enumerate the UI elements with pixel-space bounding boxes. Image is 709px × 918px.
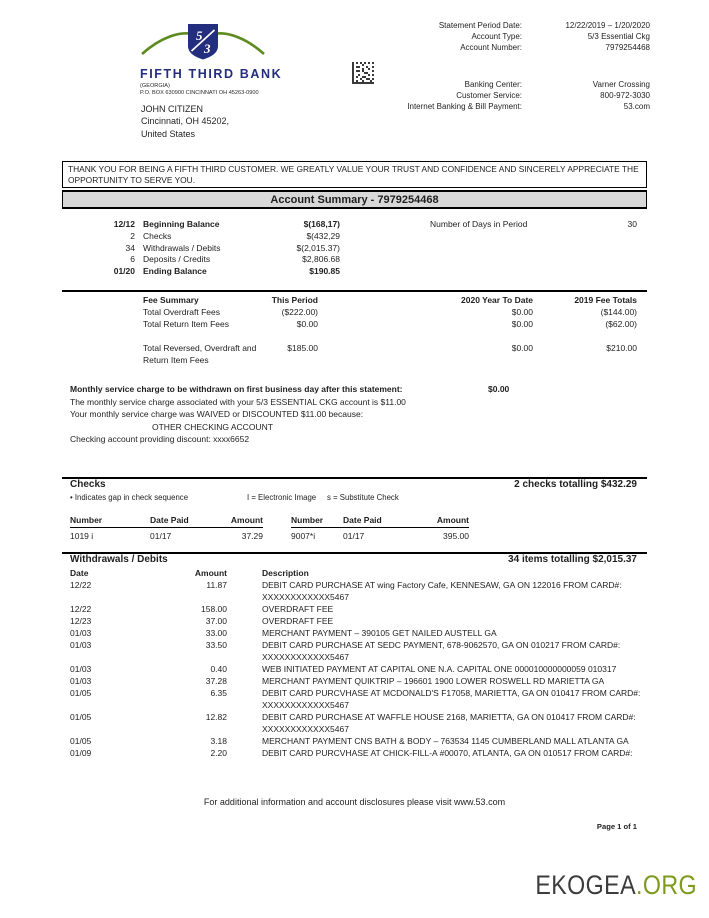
fee-ytd: $0.00 [511,307,533,317]
summary-value: $(432,29 [306,230,340,241]
fee-header-ytd: 2020 Year To Date [461,295,533,305]
withdrawals-header-description: Description [262,568,309,578]
withdrawal-amount: 3.18 [210,736,227,746]
fee-ytd: $0.00 [511,343,533,353]
summary-label: Ending Balance [143,266,207,277]
summary-row-withdrawals [62,243,647,255]
checks-title: Checks [70,479,106,490]
fee-header-period: This Period [271,295,318,305]
fee-prev: $210.00 [606,343,637,353]
fee-prev: ($144.00) [600,307,637,317]
internet-banking-label: Internet Banking & Bill Payment: [407,102,522,111]
checks-header-date: Date Paid [150,515,189,525]
withdrawal-description: DEBIT CARD PURCVHASE AT MCDONALD'S F17058, MARIETTA, GA ON 010417 FROM CARD#: [262,688,641,698]
withdrawal-row [70,747,647,759]
service-charge-heading: Monthly service charge to be withdrawn on first business day after this statement: [70,384,403,394]
summary-date: 2 [130,230,135,241]
withdrawal-amount: 2.20 [210,748,227,758]
statement-period-value: 12/22/2019 – 1/20/2020 [565,21,650,30]
summary-row-ending-balance [62,266,647,278]
fee-header-prev: 2019 Fee Totals [574,295,637,305]
account-number-value: 7979254468 [605,43,650,52]
withdrawal-description: OVERDRAFT FEE [262,604,334,614]
summary-value: $2,806.68 [302,254,340,265]
check-date-paid: 01/17 [150,531,172,541]
withdrawals-title: Withdrawals / Debits [70,554,168,565]
service-charge-reason: OTHER CHECKING ACCOUNT [152,421,273,432]
withdrawal-date: 12/22 [70,604,92,614]
withdrawal-row [70,639,647,663]
check-row [291,528,469,542]
fee-summary-divider [62,290,647,292]
svg-text:3: 3 [204,41,211,56]
withdrawals-table [70,567,647,759]
svg-text:5: 5 [196,28,203,43]
withdrawal-date: 01/09 [70,748,92,758]
withdrawal-card-number: XXXXXXXXXXXX5467 [262,724,349,734]
bank-po-box: P.O. BOX 630900 CINCINNATI OH 45263-0900 [140,90,259,96]
fee-period: $0.00 [296,319,318,329]
bank-name: FIFTH THIRD BANK [140,67,283,81]
withdrawal-description: DEBIT CARD PURCVHASE AT CHICK-FILL-A #00070, ATLANTA, GA ON 010517 FROM CARD#: [262,748,633,758]
service-charge-line: The monthly service charge associated with your 5/3 ESSENTIAL CKG account is $11.00 [70,396,406,407]
page-number: Page 1 of 1 [596,822,637,831]
customer-service-value: 800-972-3030 [600,91,650,100]
summary-date: 6 [130,254,135,265]
withdrawal-date: 01/03 [70,676,92,686]
legend-substitute-check: s = Substitute Check [327,493,399,502]
withdrawal-date: 12/22 [70,580,92,590]
fee-row-overdraft [62,306,647,318]
withdrawals-header-amount: Amount [194,568,227,578]
withdrawal-description: MERCHANT PAYMENT QUIKTRIP – 196601 1900 LOWER ROSWELL RD MARIETTA GA [262,676,605,686]
withdrawal-date: 01/05 [70,736,92,746]
withdrawal-card-number: XXXXXXXXXXXX5467 [262,592,349,602]
account-summary-title: Account Summary - 7979254468 [62,190,647,209]
service-charge-line: Your monthly service charge was WAIVED or DISCOUNTED $11.00 because: [70,409,364,420]
checks-header-date: Date Paid [343,515,382,525]
fee-period: $185.00 [287,343,318,353]
summary-date: 01/20 [113,266,135,277]
fee-summary-table [62,294,647,366]
withdrawal-amount: 6.35 [210,688,227,698]
withdrawal-amount: 33.50 [205,640,227,650]
checks-header-amount: Amount [230,515,263,525]
fee-label: Total Overdraft Fees [143,307,221,317]
recipient-name: JOHN CITIZEN [141,104,203,114]
withdrawal-row [70,663,647,675]
account-number-label: Account Number: [460,43,522,52]
fee-row-return-item [62,318,647,330]
withdrawal-row [70,687,647,711]
check-amount: 395.00 [443,531,469,541]
fee-row-reversed [62,342,647,366]
checks-header-number: Number [291,515,324,525]
withdrawal-row [70,579,647,603]
service-charge-amount: $0.00 [488,384,510,394]
withdrawal-amount: 37.28 [205,676,227,686]
check-number: 9007*i [291,531,316,541]
bank-region: (GEORGIA) [140,83,170,89]
fee-header-label: Fee Summary [143,295,199,305]
banking-center-value: Varner Crossing [592,80,650,89]
recipient-country: United States [141,128,196,139]
withdrawal-row [70,711,647,735]
watermark-name: EKOGEA [535,870,636,900]
banking-center-label: Banking Center: [464,80,522,89]
summary-value: $(168,17) [303,219,340,229]
withdrawal-description: OVERDRAFT FEE [262,616,334,626]
summary-label: Deposits / Credits [143,254,211,265]
account-summary-table [62,219,647,278]
checks-group-2 [291,514,469,542]
fee-label: Total Return Item Fees [143,319,229,329]
summary-value: $(2,015.37) [296,242,340,253]
checks-table [70,514,469,542]
withdrawal-amount: 0.40 [210,664,227,674]
account-type-value: 5/3 Essential Ckg [587,32,650,41]
legend-electronic-image: I = Electronic Image [247,493,317,502]
days-in-period-value: 30 [627,219,637,229]
withdrawal-card-number: XXXXXXXXXXXX5467 [262,652,349,662]
withdrawal-description: DEBIT CARD PURCHASE AT SEDC PAYMENT, 678-9062570, GA ON 010217 FROM CARD#: [262,640,621,650]
recipient-city: Cincinnati, OH 45202, [141,116,230,127]
withdrawal-row [70,603,647,615]
fee-summary-header-row [62,294,647,306]
internet-banking-value: 53.com [623,102,650,111]
check-row [70,528,263,542]
check-amount: 37.29 [241,531,263,541]
withdrawals-title-row [62,554,647,565]
withdrawal-row [70,615,647,627]
withdrawal-description: DEBIT CARD PURCHASE AT wing Factory Cafe, KENNESAW, GA ON 122016 FROM CARD#: [262,580,622,590]
withdrawal-date: 01/05 [70,688,92,698]
fee-period: ($222.00) [281,307,318,317]
service-charge-discount-account: Checking account providing discount: xxxx6652 [70,434,250,445]
withdrawal-amount: 158.00 [201,604,227,614]
withdrawals-header-row [70,567,647,579]
fee-ytd: $0.00 [511,319,533,329]
summary-row-deposits [62,254,647,266]
withdrawal-row [70,627,647,639]
contact-info-block [348,79,650,112]
legend-gap-indicator: • Indicates gap in check sequence [70,493,189,502]
summary-label: Beginning Balance [143,219,220,229]
withdrawal-date: 01/03 [70,628,92,638]
withdrawal-description: MERCHANT PAYMENT CNS BATH & BODY – 763534 1145 CUMBERLAND MALL ATLANTA GA [262,736,629,746]
recipient-address [141,103,229,140]
withdrawal-row [70,735,647,747]
watermark-ekogea [535,870,697,901]
withdrawal-description: MERCHANT PAYMENT – 390105 GET NAILED AUSTELL GA [262,628,497,638]
fifth-third-shield-logo-icon [140,23,266,61]
checks-group-1 [70,514,263,542]
statement-period-label: Statement Period Date: [438,21,522,30]
bank-logo-block [140,23,290,96]
account-type-label: Account Type: [471,32,522,41]
checks-header-amount: Amount [436,515,469,525]
withdrawal-amount: 12.82 [205,712,227,722]
summary-row-checks [62,231,647,243]
fee-prev: ($62.00) [605,319,637,329]
summary-label: Withdrawals / Debits [143,242,221,253]
statement-info-block [348,20,650,53]
withdrawal-row [70,675,647,687]
checks-title-row [62,479,647,490]
withdrawal-amount: 37.00 [205,616,227,626]
summary-date: 34 [125,242,135,253]
summary-value: $190.85 [309,266,340,277]
days-in-period-label: Number of Days in Period [430,219,528,229]
summary-label: Checks [143,230,172,241]
summary-date: 12/12 [113,219,135,229]
thank-you-banner: THANK YOU FOR BEING A FIFTH THIRD CUSTOMER. WE GREATLY VALUE YOUR TRUST AND CONFIDENCE AND SINCERELY APPRECIATE THE OPPORTUNITY TO SERVE YOU. [62,161,647,188]
withdrawals-header-date: Date [70,568,89,578]
withdrawals-total: 34 items totalling $2,015.37 [508,554,637,565]
withdrawal-date: 01/03 [70,664,92,674]
withdrawal-card-number: XXXXXXXXXXXX5467 [262,700,349,710]
summary-row-beginning-balance [62,219,647,231]
fee-label: Total Reversed, Overdraft and Return Item Fees [143,343,257,365]
watermark-tld: .ORG [635,870,697,900]
check-date-paid: 01/17 [343,531,365,541]
withdrawal-date: 01/05 [70,712,92,722]
service-charge-block [70,383,610,446]
withdrawal-description: DEBIT CARD PURCHASE AT WAFFLE HOUSE 2168, MARIETTA, GA ON 010417 FROM CARD#: [262,712,636,722]
checks-header-number: Number [70,515,103,525]
withdrawal-amount: 11.87 [206,580,227,590]
footer-disclosure: For additional information and account disclosures please visit www.53.com [203,797,506,807]
withdrawal-date: 01/03 [70,640,92,650]
checks-total: 2 checks totalling $432.29 [514,479,637,490]
customer-service-label: Customer Service: [456,91,522,100]
withdrawal-date: 12/23 [70,616,92,626]
check-number: 1019 i [70,531,94,541]
withdrawal-amount: 33.00 [205,628,227,638]
withdrawal-description: WEB INITIATED PAYMENT AT CAPITAL ONE N.A. CAPITAL ONE 000010000000059 010317 [262,664,617,674]
